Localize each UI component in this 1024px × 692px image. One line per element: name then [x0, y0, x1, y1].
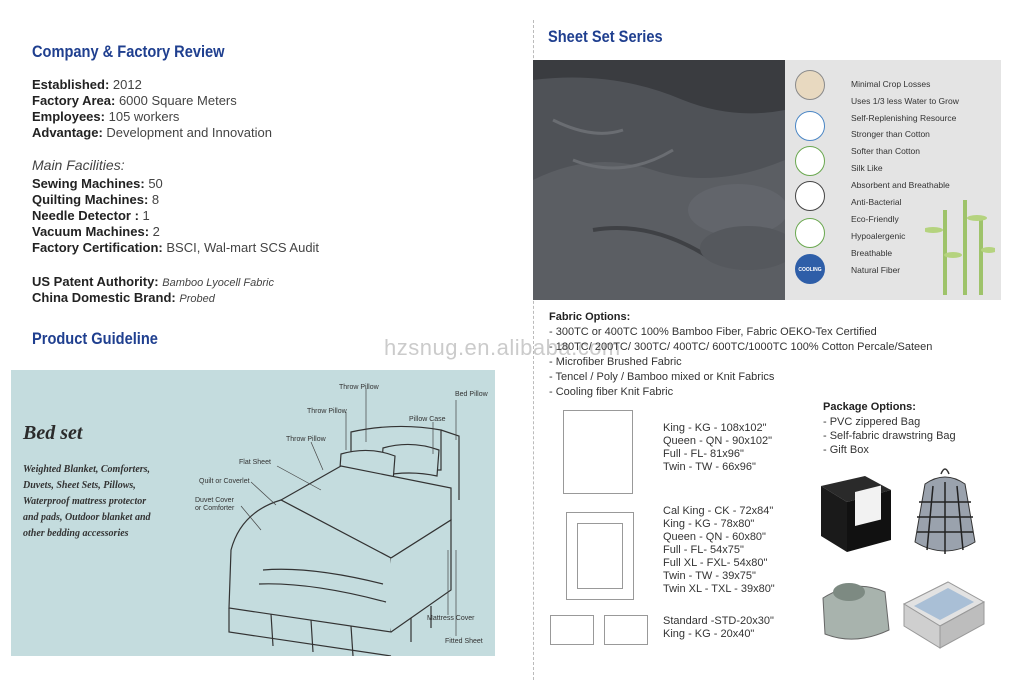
fabric-option: - 180TC/ 200TC/ 300TC/ 400TC/ 600TC/1000TC 100% Cotton Percale/Sateen: [549, 341, 933, 353]
package-option: - Gift Box: [823, 444, 869, 456]
size-item: Standard -STD-20x30": [663, 615, 774, 627]
bamboo-icon: [925, 200, 995, 295]
bed-set-desc-line: Duvets, Sheet Sets, Pillows,: [23, 480, 136, 491]
employees-value: 105 workers: [108, 109, 180, 124]
brand-value: Probed: [179, 293, 215, 305]
throw-pillow-label-1: Throw Pillow: [339, 384, 379, 391]
flat-sheet-label: Flat Sheet: [239, 459, 271, 466]
feature-panel: [785, 60, 1001, 300]
fabric-options-list: [549, 325, 932, 400]
bed-set-illustration: [11, 370, 495, 656]
bed-set-title: Bed set: [23, 422, 83, 444]
quilting-line: [32, 192, 159, 208]
flat-sheet-sizes: [663, 422, 772, 474]
feature-item: Absorbent and Breathable: [851, 180, 950, 190]
brand-label: China Domestic Brand:: [32, 290, 176, 305]
size-item: Queen - QN - 60x80": [663, 531, 766, 543]
employees-line: [32, 109, 179, 125]
bed-set-desc-line: and pads, Outdoor blanket and: [23, 512, 151, 523]
feature-item: Eco-Friendly: [851, 214, 899, 224]
patent-line: [32, 274, 274, 291]
factory-area-line: [32, 93, 237, 109]
size-item: King - KG - 108x102": [663, 422, 767, 434]
package-options-heading: Package Options:: [823, 401, 916, 413]
feature-item: Anti-Bacterial: [851, 197, 902, 207]
fitted-sheet-sizes: [663, 505, 775, 596]
size-item: Full - FL- 54x75": [663, 544, 744, 556]
pillowcase-sizes: [663, 615, 774, 641]
fitted-sheet-diagram: [566, 512, 634, 600]
fabric-option: - Tencel / Poly / Bamboo mixed or Knit Fabrics: [549, 371, 775, 383]
sewing-value: 50: [148, 176, 163, 191]
duvet-label-1: Duvet Cover: [195, 497, 234, 504]
bed-set-desc-line: Waterproof mattress protector: [23, 496, 147, 507]
employees-label: Employees:: [32, 109, 105, 124]
feature-item: Hypoalergenic: [851, 231, 906, 241]
brand-line: [32, 290, 215, 307]
fabric-option: - Microfiber Brushed Fabric: [549, 356, 682, 368]
sewing-label: Sewing Machines:: [32, 176, 145, 191]
vacuum-label: Vacuum Machines:: [32, 224, 150, 239]
needle-label: Needle Detector :: [32, 208, 139, 223]
fabric-option: - Cooling fiber Knit Fabric: [549, 386, 674, 398]
advantage-value: Development and Innovation: [106, 125, 272, 140]
duvet-label-2: or Comforter: [195, 505, 235, 512]
size-item: Full - FL- 81x96": [663, 448, 744, 460]
established-label: Established:: [32, 77, 110, 92]
sheet-set-title: Sheet Set Series: [548, 27, 663, 46]
pvc-bag-image: [815, 568, 895, 648]
throw-pillow-label-2: Throw Pillow: [307, 408, 347, 415]
sheet-photo: [533, 60, 785, 300]
size-item: Twin XL - TXL - 39x80": [663, 583, 775, 595]
bacteria-icon: [795, 111, 825, 141]
quilt-label: Quilt or Coverlet: [199, 478, 250, 485]
feature-item: Stronger than Cotton: [851, 129, 930, 139]
quilting-label: Quilting Machines:: [32, 192, 149, 207]
certification-line: [32, 240, 319, 256]
size-item: Twin - TW - 66x96": [663, 461, 756, 473]
feature-item: Self-Replenishing Resource: [851, 113, 957, 123]
main-facilities-heading: Main Facilities:: [32, 157, 125, 173]
advantage-line: [32, 125, 272, 141]
watermark: hzsnug.en.alibaba.com: [384, 335, 621, 360]
needle-value: 1: [142, 208, 150, 223]
product-guideline-title: Product Guideline: [32, 329, 158, 348]
feature-item: Silk Like: [851, 163, 883, 173]
vacuum-value: 2: [152, 224, 160, 239]
fitted-sheet-inner: [577, 523, 623, 589]
advantage-label: Advantage:: [32, 125, 103, 140]
package-option: - PVC zippered Bag: [823, 416, 921, 428]
pillowcase-diagram-2: [604, 615, 648, 645]
quilting-value: 8: [151, 192, 160, 207]
fabric-box-image: [900, 568, 986, 652]
sewing-line: [32, 176, 163, 192]
flat-sheet-diagram: [563, 410, 633, 494]
cooling-icon: COOLING: [795, 254, 825, 284]
certification-value: BSCI, Wal-mart SCS Audit: [166, 240, 320, 255]
mattress-cover-label: Mattress Cover: [427, 615, 475, 622]
patent-label: US Patent Authority:: [32, 274, 159, 289]
bed-pillow-label: Bed Pillow: [455, 391, 488, 398]
pillow-case-label: Pillow Case: [409, 416, 446, 423]
bed-drawing: [11, 370, 495, 656]
feature-item: Breathable: [851, 248, 893, 258]
bed-set-desc-line: other bedding accessories: [23, 528, 129, 539]
company-review-title: Company & Factory Review: [32, 42, 225, 61]
throw-pillow-label-3: Throw Pillow: [286, 436, 326, 443]
bed-set-desc-line: Weighted Blanket, Comforters,: [23, 464, 151, 475]
pillowcase-diagram-1: [550, 615, 594, 645]
eco-icon: [795, 218, 825, 248]
factory-area-value: 6000 Square Meters: [118, 93, 237, 108]
needle-line: [32, 208, 150, 224]
feature-item: Softer than Cotton: [851, 146, 920, 156]
size-item: King - KG - 20x40": [663, 628, 755, 640]
feature-item: Natural Fiber: [851, 265, 901, 275]
cotton-icon: [795, 70, 825, 100]
fabric-options-heading: Fabric Options:: [549, 311, 631, 323]
leaf-icon: [795, 146, 825, 176]
fitted-sheet-label: Fitted Sheet: [445, 638, 483, 645]
established-line: [32, 77, 142, 93]
factory-area-label: Factory Area:: [32, 93, 116, 108]
drawstring-bag-image: [905, 462, 985, 562]
gift-box-image: [815, 468, 895, 558]
package-option: - Self-fabric drawstring Bag: [823, 430, 956, 442]
patent-value: Bamboo Lyocell Fabric: [162, 277, 274, 289]
feature-item: Minimal Crop Losses: [851, 79, 931, 89]
sheet-photo-art: [533, 60, 785, 300]
feature-item: Uses 1/3 less Water to Grow: [851, 96, 959, 106]
established-value: 2012: [112, 77, 142, 92]
size-item: Queen - QN - 90x102": [663, 435, 773, 447]
size-item: King - KG - 78x80": [663, 518, 755, 530]
size-item: Twin - TW - 39x75": [663, 570, 756, 582]
size-item: Full XL - FXL- 54x80": [663, 557, 768, 569]
breathable-icon: [795, 181, 825, 211]
certification-label: Factory Certification:: [32, 240, 163, 255]
package-options-list: [823, 415, 956, 457]
size-item: Cal King - CK - 72x84": [663, 505, 774, 517]
vacuum-line: [32, 224, 160, 240]
fabric-option: - 300TC or 400TC 100% Bamboo Fiber, Fabric OEKO-Tex Certified: [549, 326, 877, 338]
